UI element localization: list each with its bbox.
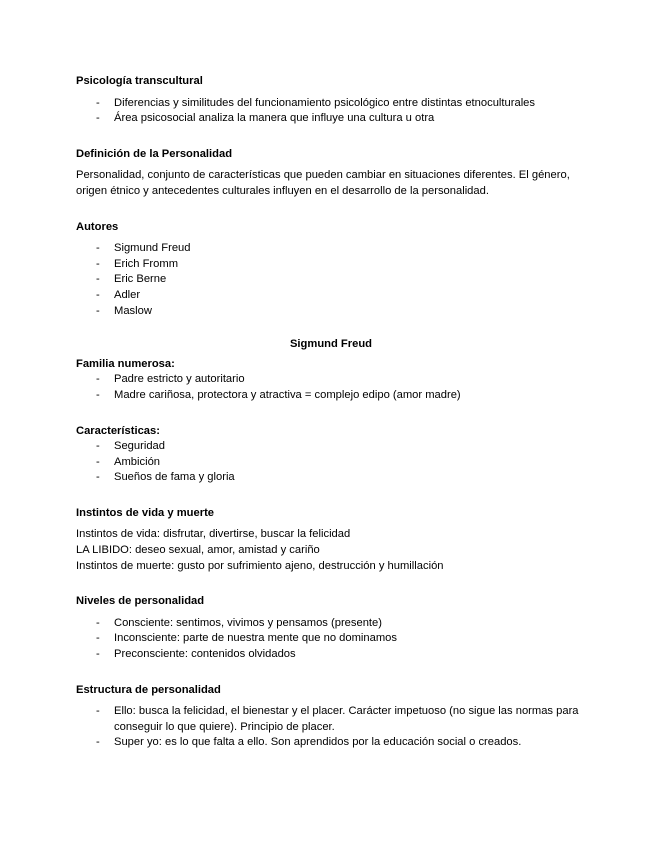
bullet-dash: -	[96, 288, 100, 301]
list-item: - Erich Fromm	[76, 257, 586, 273]
instintos-line: Instintos de vida: disfrutar, divertirse, buscar la felicidad	[76, 528, 351, 541]
section-title-niveles: Niveles de personalidad	[76, 595, 205, 608]
list-item: - Ello: busca la felicidad, el bienestar y el placer. Carácter impetuoso (no sigue las normas para conseguir lo que quiere). Principio de placer.	[96, 705, 579, 733]
list-item: - Ambición	[76, 455, 586, 471]
section-title-transcultural: Psicología transcultural	[76, 75, 203, 87]
instintos-line: Instintos de muerte: gusto por sufrimiento ajeno, destrucción y humillación	[76, 559, 444, 572]
list-item: - Eric Berne	[76, 272, 586, 288]
document-page	[76, 74, 586, 751]
bullet-dash: -	[96, 96, 100, 109]
autores-list	[76, 241, 586, 319]
bullet-dash: -	[96, 112, 100, 125]
transcultural-list	[76, 96, 586, 127]
bullet-dash: -	[96, 304, 100, 317]
list-item: - Sueños de fama y gloria	[76, 470, 586, 486]
bullet-dash: -	[96, 736, 100, 749]
estructura-list	[76, 704, 586, 751]
bullet-dash: -	[96, 632, 100, 645]
list-item: - Adler	[76, 288, 586, 304]
list-item: - Maslow	[76, 304, 586, 320]
section-title-definicion: Definición de la Personalidad	[76, 147, 233, 160]
list-item: - Diferencias y similitudes del funcionamiento psicológico entre distintas etnoculturales	[76, 96, 586, 112]
list-item: - Seguridad	[76, 439, 586, 455]
bullet-dash: -	[96, 373, 100, 386]
list-item: - Inconsciente: parte de nuestra mente que no dominamos	[76, 631, 586, 647]
section-title-instintos: Instintos de vida y muerte	[76, 506, 215, 519]
list-item: - Super yo: es lo que falta a ello. Son aprendidos por la educación social o creados.	[76, 735, 586, 751]
list-item: - Padre estricto y autoritario	[76, 372, 586, 388]
definicion-paragraph: Personalidad, conjunto de características que pueden cambiar en situaciones diferentes. El género, origen étnico y antecedentes culturales influyen en el desarrollo de la personalidad.	[76, 169, 570, 197]
bullet-dash: -	[96, 616, 100, 629]
instintos-line: LA LIBIDO: deseo sexual, amor, amistad y cariño	[76, 544, 320, 557]
freud-heading: Sigmund Freud	[289, 338, 373, 351]
section-title-caracteristicas: Características:	[76, 424, 160, 437]
bullet-dash: -	[96, 257, 100, 270]
bullet-dash: -	[96, 440, 100, 453]
list-item: - Preconsciente: contenidos olvidados	[76, 647, 586, 663]
familia-list	[76, 372, 586, 403]
list-item: - Sigmund Freud	[76, 241, 586, 257]
bullet-dash: -	[96, 648, 100, 661]
section-title-estructura: Estructura de personalidad	[76, 683, 221, 696]
list-item: - Consciente: sentimos, vivimos y pensamos (presente)	[76, 616, 586, 632]
section-title-familia: Familia numerosa:	[76, 357, 175, 370]
niveles-list	[76, 616, 586, 663]
caracteristicas-list	[76, 439, 586, 486]
list-item: - Madre cariñosa, protectora y atractiva = complejo edipo (amor madre)	[76, 388, 586, 404]
bullet-dash: -	[96, 455, 100, 468]
bullet-dash: -	[96, 242, 100, 255]
bullet-dash: -	[96, 471, 100, 484]
section-title-autores: Autores	[76, 220, 119, 233]
list-item: - Área psicosocial analiza la manera que influye una cultura u otra	[76, 111, 586, 127]
bullet-dash: -	[96, 705, 100, 718]
bullet-dash: -	[96, 273, 100, 286]
bullet-dash: -	[96, 388, 100, 401]
